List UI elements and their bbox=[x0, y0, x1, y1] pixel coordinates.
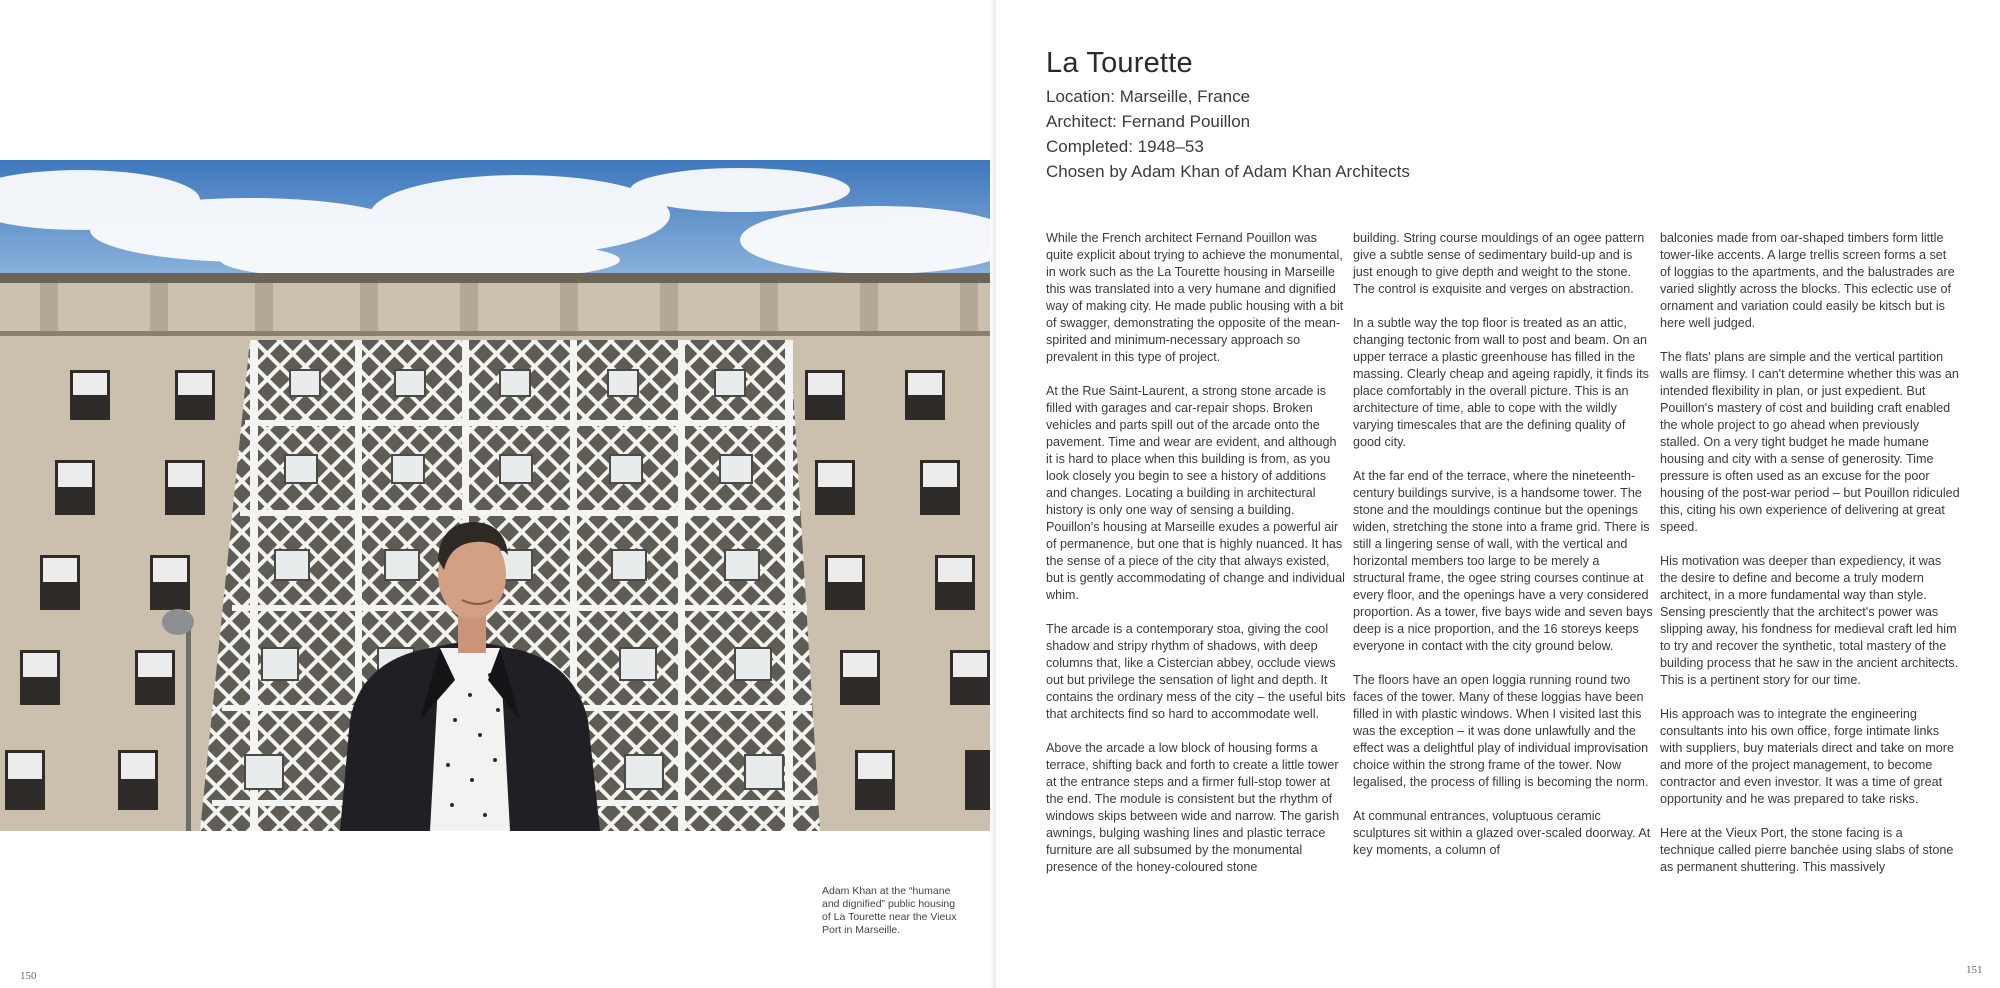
paragraph: At the far end of the terrace, where the nineteenth-century buildings survive, is a handsome tower. The stone and the mouldings continue but the openings widen, stretching the stone into a frame grid. There is still a lingering sense of wall, with the vertical and horizontal members too large to be merely a structural frame, the ogee string courses continue at every floor, and the openings have a very considered proportion. As a tower, five bays wide and seven bays deep is a nice proportion, and the 16 storeys keeps everyone in contact with the city ground below. bbox=[1353, 469, 1653, 653]
paragraph: At the Rue Saint-Laurent, a strong stone arcade is filled with garages and car-repair shops. Broken vehicles and parts spill out of the arcade onto the pavement. Time and wear are evident, and although it is hard to place when this building is from, as you look closely you begin to see a history of additions and changes. Locating a building in architectural history is only one way of sensing a building. Pouillon's housing at Marseille exudes a powerful air of permanence, but one that is highly nuanced. It has the sense of a piece of the city that always existed, but is gently accommodating of change and individual whim. bbox=[1046, 384, 1345, 602]
article-header bbox=[1046, 46, 1410, 184]
architect-line: Architect: Fernand Pouillon bbox=[1046, 112, 1251, 131]
paragraph: His approach was to integrate the engineering consultants into his own office, forge intimate links with suppliers, buy materials direct and take on more and more of the project management, to become contractor and even investor. It was a time of great opportunity and he was prepared to take risks. bbox=[1660, 707, 1954, 806]
body-column-3 bbox=[1660, 230, 1960, 876]
article-title: La Tourette bbox=[1046, 47, 1193, 79]
chosen-by-line: Chosen by Adam Khan of Adam Khan Architects bbox=[1046, 162, 1410, 181]
paragraph: The flats' plans are simple and the vertical partition walls are flimsy. I can't determine whether this was an intended flexibility in plan, or just expedient. But Pouillon's mastery of cost and building craft enabled the whole project to go ahead when previously stalled. On a very tight budget he made humane housing and city with a sense of generosity. Time pressure is often used as an excuse for the poor housing of the post-war period – but Pouillon ridiculed this, citing his own experience of delivering at great speed. bbox=[1660, 350, 1960, 534]
paragraph: Here at the Vieux Port, the stone facing is a technique called pierre banchée using slabs of stone as permanent shuttering. This massively bbox=[1660, 826, 1954, 874]
page-number-right: 151 bbox=[1966, 964, 1983, 976]
completed-line: Completed: 1948–53 bbox=[1046, 137, 1204, 156]
paragraph: building. String course mouldings of an ogee pattern give a subtle sense of sedimentary build-up and is just enough to give depth and weight to the stone. The control is exquisite and verges on abstraction. bbox=[1353, 231, 1645, 296]
page-number-left: 150 bbox=[20, 970, 37, 982]
location-line: Location: Marseille, France bbox=[1046, 87, 1251, 106]
paragraph: The arcade is a contemporary stoa, giving the cool shadow and stripy rhythm of shadows, with deep columns that, like a Cistercian abbey, occlude views out but privilege the sensation of light and depth. It contains the ordinary mess of the city – the useful bits that architects find so hard to accommodate well. bbox=[1046, 622, 1346, 721]
paragraph: balconies made from oar-shaped timbers form little tower-like accents. A large trellis screen forms a set of loggias to the apartments, and the balustrades are varied slightly across the blocks. This eclectic use of ornament and variation could easily be kitsch but is here well judged. bbox=[1660, 231, 1955, 330]
paragraph: The floors have an open loggia running round two faces of the tower. Many of these loggias have been filled in with plastic windows. When I visited last this was the exception – it was done unlawfully and the effect was a delightful play of individual improvisation choice within the strong frame of the tower. Now legalised, the process of filling is becoming the norm. bbox=[1353, 673, 1649, 789]
photo-caption: Adam Khan at the “humane and dignified” public housing of La Tourette near the Vieux Port in Marseille. bbox=[822, 885, 957, 936]
body-column-2 bbox=[1353, 230, 1653, 859]
photo-illustration bbox=[0, 160, 996, 831]
paragraph: At communal entrances, voluptuous ceramic sculptures sit within a glazed over-scaled doorway. At key moments, a column of bbox=[1353, 809, 1651, 857]
body-column-1 bbox=[1046, 230, 1346, 876]
paragraph: His motivation was deeper than expediency, it was the desire to define and become a truly modern architect, in a more fundamental way than style. Sensing presciently that the architect's power was slipping away, his fondness for medieval craft led him to try and recover the synthetic, total mastery of the building process that he saw in the ancient architects. This is a pertinent story for our time. bbox=[1660, 554, 1959, 687]
building-photo bbox=[0, 160, 996, 831]
left-page bbox=[0, 0, 996, 988]
paragraph: Above the arcade a low block of housing forms a terrace, shifting back and forth to create a little tower at the entrance steps and a firmer full-stop tower at the end. The module is consistent but the rhythm of windows skips between wide and narrow. The garish awnings, bulging washing lines and plastic terrace furniture are all subsumed by the monumental presence of the honey-coloured stone bbox=[1046, 741, 1340, 874]
paragraph: In a subtle way the top floor is treated as an attic, changing tectonic from wall to post and beam. On an upper terrace a plastic greenhouse has filled in the massing. Clearly cheap and ageing rapidly, it finds its place comfortably in the overall picture. This is an architecture of time, able to cope with the wildly varying timescales that are the defining quality of good city. bbox=[1353, 316, 1649, 449]
paragraph: While the French architect Fernand Pouillon was quite explicit about trying to achieve the monumental, in work such as the La Tourette housing in Marseille this was translated into a very humane and dignified way of making city. He made public housing with a bit of swagger, demonstrating the opposite of the mean-spirited and minimum-necessary approach so prevalent in this type of project. bbox=[1046, 231, 1344, 364]
